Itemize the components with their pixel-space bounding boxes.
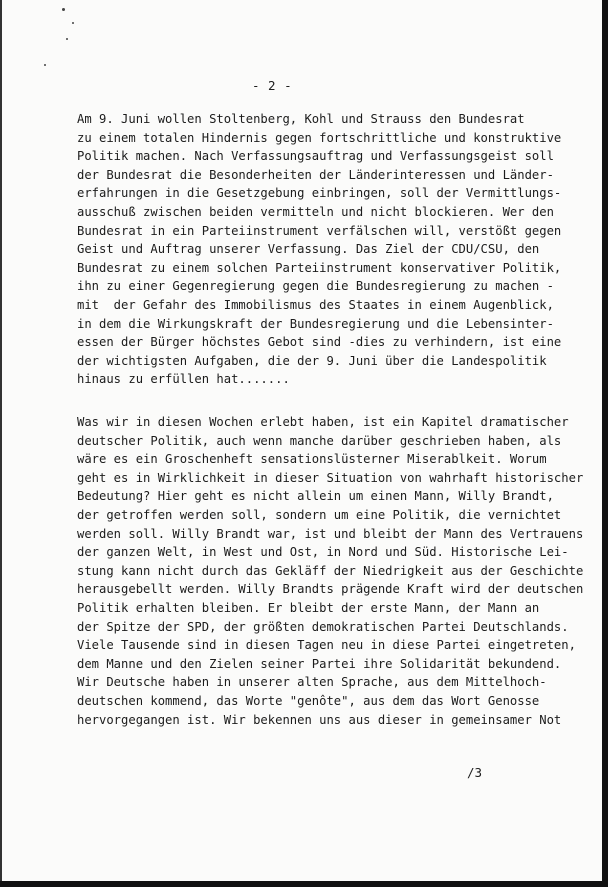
text-line: essen der Bürger höchstes Gebot sind -dies zu verhindern, ist eine <box>77 335 562 350</box>
text-line: erfahrungen in die Gesetzgebung einbringen, soll der Vermittlungs- <box>77 186 562 201</box>
paragraph-1 <box>77 110 562 389</box>
scan-edge-left <box>0 0 2 887</box>
text-line: wäre es ein Groschenheft sensationslüsterner Miserablkeit. Worum <box>77 452 547 467</box>
scan-speck <box>44 64 46 66</box>
next-page-reference: /3 <box>467 765 483 780</box>
text-line: Geist und Auftrag unserer Verfassung. Das Ziel der CDU/CSU, den <box>77 242 540 257</box>
scan-speck <box>72 22 74 24</box>
text-line: der Bundesrat die Besonderheiten der Länderinteressen und Länder- <box>77 167 554 182</box>
text-line: hinaus zu erfüllen hat....... <box>77 372 290 387</box>
text-line: in dem die Wirkungskraft der Bundesregierung und die Lebensinter- <box>77 316 554 331</box>
text-line: Bundesrat in ein Parteiinstrument verfälschen will, verstößt gegen <box>77 223 562 238</box>
paragraph-2 <box>77 413 584 729</box>
text-line: deutscher Politik, auch wenn manche darüber geschrieben haben, als <box>77 433 562 448</box>
text-line: ihn zu einer Gegenregierung gegen die Bundesregierung zu machen - <box>77 279 554 294</box>
text-line: Am 9. Juni wollen Stoltenberg, Kohl und Strauss den Bundesrat <box>77 112 525 126</box>
page-number: - 2 - <box>252 78 293 93</box>
text-line: zu einem totalen Hindernis gegen fortschrittliche und konstruktive <box>77 130 562 145</box>
text-line: Politik erhalten bleiben. Er bleibt der erste Mann, der Mann an <box>77 600 540 615</box>
text-line: der ganzen Welt, in West und Ost, in Nord und Süd. Historische Lei- <box>77 545 569 560</box>
text-line: ausschuß zwischen beiden vermitteln und nicht blockieren. Wer den <box>77 204 554 219</box>
text-line: Bundesrat zu einem solchen Parteiinstrument konservativer Politik, <box>77 260 562 275</box>
scan-speck <box>62 8 65 11</box>
text-line: der getroffen werden soll, sondern um eine Politik, die vernichtet <box>77 507 562 522</box>
text-line: Bedeutung? Hier geht es nicht allein um einen Mann, Willy Brandt, <box>77 489 554 504</box>
text-line: der wichtigsten Aufgaben, die der 9. Juni über die Landespolitik <box>77 353 547 368</box>
text-line: stung kann nicht durch das Gekläff der Niedrigkeit aus der Geschichte <box>77 563 584 578</box>
text-line: deutschen kommend, das Worte "genôte", aus dem das Wort Genosse <box>77 693 540 708</box>
text-line: hervorgegangen ist. Wir bekennen uns aus dieser in gemeinsamer Not <box>77 712 562 727</box>
text-line: herausgebellt werden. Willy Brandts prägende Kraft wird der deutschen <box>77 582 584 597</box>
text-line: dem Manne und den Zielen seiner Partei ihre Solidarität bekundend. <box>77 656 562 671</box>
text-line: Wir Deutsche haben in unserer alten Sprache, aus dem Mittelhoch- <box>77 675 547 690</box>
scan-edge-bottom <box>0 881 608 887</box>
text-line: werden soll. Willy Brandt war, ist und bleibt der Mann des Vertrauens <box>77 526 584 541</box>
text-line: mit der Gefahr des Immobilismus des Staates in einem Augenblick, <box>77 297 554 312</box>
text-line: der Spitze der SPD, der größten demokratischen Partei Deutschlands. <box>77 619 569 634</box>
text-line: geht es in Wirklichkeit in dieser Situation von wahrhaft historischer <box>77 470 584 485</box>
scan-edge-right <box>602 0 608 887</box>
text-line: Was wir in diesen Wochen erlebt haben, ist ein Kapitel dramatischer <box>77 415 569 429</box>
text-line: Viele Tausende sind in diesen Tagen neu in diese Partei eingetreten, <box>77 638 576 653</box>
scan-speck <box>66 38 68 40</box>
text-line: Politik machen. Nach Verfassungsauftrag und Verfassungsgeist soll <box>77 149 554 164</box>
